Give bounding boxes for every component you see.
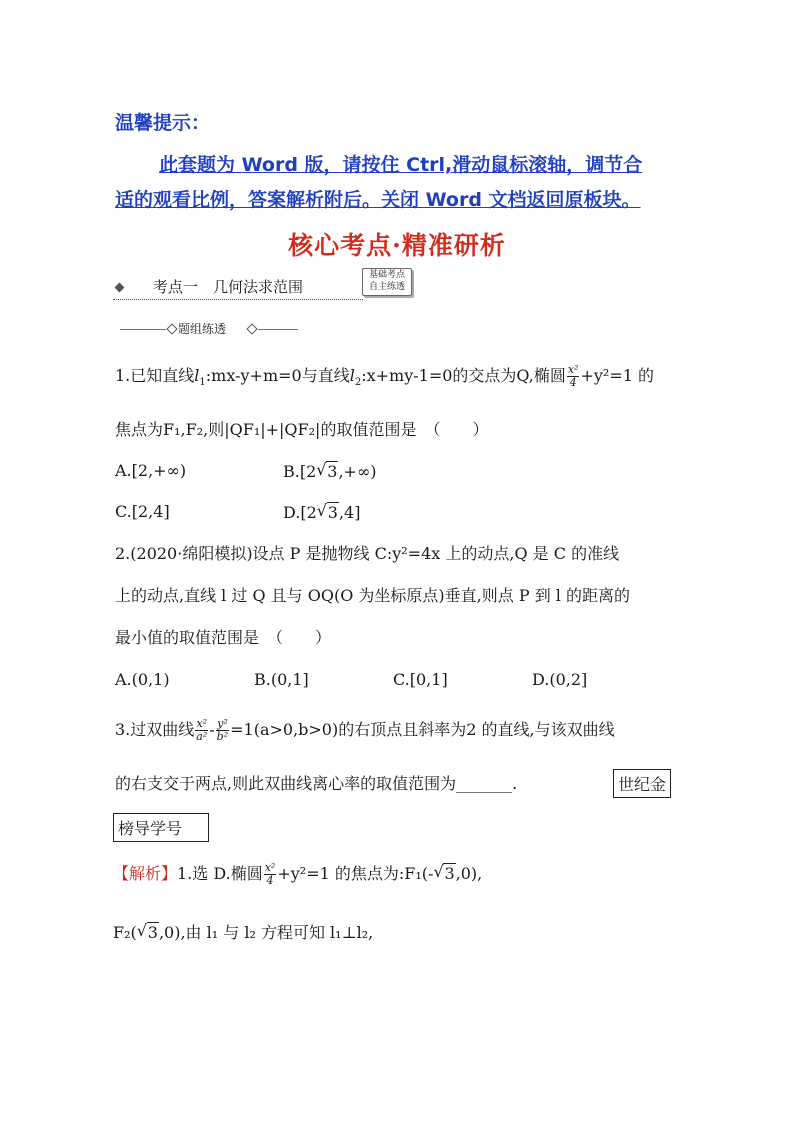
badge-line-2: 自主练透 bbox=[368, 282, 405, 292]
topic-badge bbox=[362, 268, 412, 296]
group-divider bbox=[120, 322, 300, 336]
notice-line-2: 适的观看比例，答案解析附后。关闭 Word 文档返回原板块。 bbox=[115, 189, 641, 211]
q3-line-2: 的右支交于两点,则此双曲线离心率的取值范围为_______. bbox=[115, 774, 518, 793]
divider-dot-icon bbox=[246, 323, 257, 334]
notice-title: 温馨提示： bbox=[115, 112, 211, 134]
q2-option-b: B.(0,1] bbox=[254, 670, 309, 689]
diamond-icon bbox=[115, 282, 125, 292]
q3-tag-box-1: 世纪金 bbox=[613, 769, 671, 798]
q2-line-2: 上的动点,直线 l 过 Q 且与 OQ(O 为坐标原点)垂直,则点 P 到 l 的距离的 bbox=[115, 586, 630, 605]
q1-text-b: :mx-y+m=0与直线 bbox=[205, 366, 350, 385]
notice-line-1: 此套题为 Word 版，请按住 Ctrl,滑动鼠标滚轴，调节合 bbox=[159, 154, 643, 176]
answer-line-1: 【解析】1.选 D.椭圆 $\frac{\text{x²}}{4}$ +y²=1 的焦点为:F₁(-√ 3,0), bbox=[113, 862, 482, 887]
q1-text-a: 1.已知直线 bbox=[115, 366, 195, 385]
q2-option-a: A.(0,1) bbox=[115, 670, 170, 689]
divider-line-right bbox=[258, 329, 298, 330]
notice-body bbox=[115, 148, 695, 218]
answer-tag: 【解析】 bbox=[113, 864, 178, 883]
q2-line-3: 最小值的取值范围是 （ ） bbox=[115, 628, 332, 647]
topic-label: 考点一 几何法求范围 bbox=[153, 278, 304, 296]
q1-option-b: B.[2√ 3,+∞) bbox=[283, 461, 377, 482]
badge-line-1: 基础考点 bbox=[368, 270, 405, 280]
q1-option-d: D.[2√ 3,4] bbox=[283, 502, 360, 523]
q1-line-2: 焦点为F₁,F₂,则|QF₁|+|QF₂|的取值范围是 （ ） bbox=[115, 420, 489, 439]
q2-option-d: D.(0,2] bbox=[532, 670, 588, 689]
q3-fraction-y: $\frac{\text{y²}}{\text{b²}}$ bbox=[216, 717, 229, 743]
q1-line-1: 1.已知直线$l_1:mx-y+m=0$与直线$l_2:x+my-1=0$的交点为Q,椭圆 $\frac{\text{x²}}{4}$ +y²=1 的 bbox=[115, 363, 654, 389]
section-title: 核心考点·精准研析 bbox=[288, 231, 506, 260]
q2-line-1: 2.(2020·绵阳模拟)设点 P 是抛物线 C:y²=4x 上的动点,Q 是 C 的准线 bbox=[115, 544, 620, 563]
topic-heading bbox=[113, 276, 363, 300]
q3-line-1: 3.过双曲线 $\frac{\text{x²}}{\text{a²}}$ - $\frac{\text{y²}}{\text{b²}}$ =1(a>0,b>0)的右顶点且斜率为2 的直线,与该双曲线 bbox=[115, 717, 615, 743]
q1-option-c: C.[2,4] bbox=[115, 502, 170, 521]
q1-option-a: A.[2,+∞) bbox=[115, 461, 187, 480]
answer-line-2: F₂(√ 3,0),由 l₁ 与 l₂ 方程可知 l₁⊥l₂, bbox=[113, 922, 373, 943]
q3-tag-box-2: 榜导学号 bbox=[113, 813, 209, 842]
q1-text-d: +y²=1 的 bbox=[580, 366, 654, 385]
q1-text-c: :x+my-1=0的交点为Q,椭圆 bbox=[361, 366, 566, 385]
divider-line-left bbox=[120, 329, 166, 330]
group-label: 题组练透 bbox=[178, 322, 227, 336]
q3-fraction-x: $\frac{\text{x²}}{\text{a²}}$ bbox=[196, 717, 208, 743]
answer-fraction: $\frac{\text{x²}}{4}$ bbox=[264, 861, 276, 887]
q2-option-c: C.[0,1] bbox=[393, 670, 448, 689]
divider-dot-icon bbox=[166, 323, 177, 334]
q1-fraction: $\frac{\text{x²}}{4}$ bbox=[567, 363, 579, 389]
